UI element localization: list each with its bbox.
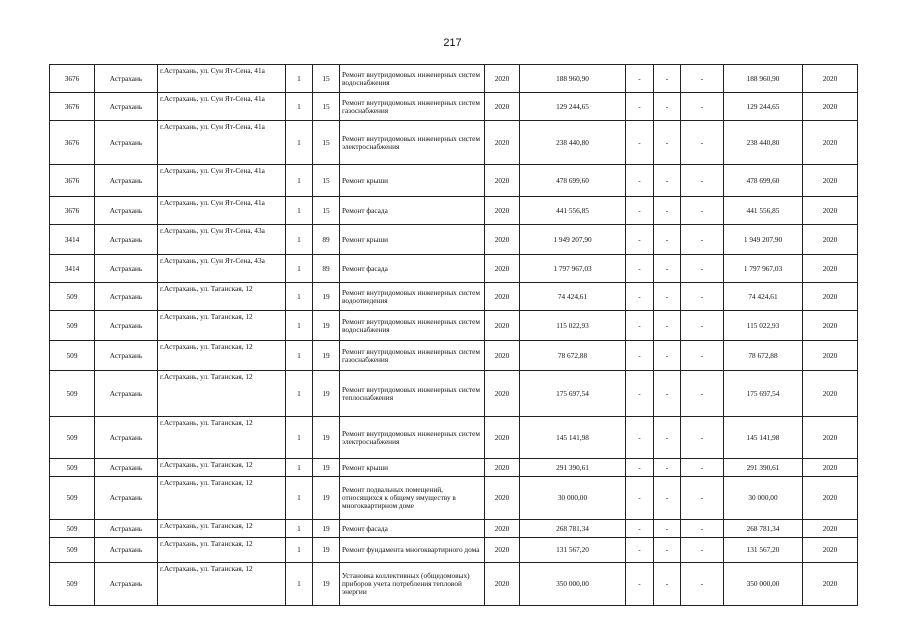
cell-c1: 1 — [286, 417, 313, 459]
cell-id: 509 — [50, 520, 95, 538]
cell-amount: 350 000,00 — [724, 563, 803, 606]
cell-year: 2020 — [485, 371, 520, 417]
cell-amount: 74 424,61 — [724, 283, 803, 311]
cell-year2: 2020 — [803, 459, 858, 477]
cell-c2: 19 — [313, 459, 340, 477]
cell-d3: - — [681, 283, 724, 311]
cell-c1: 1 — [286, 520, 313, 538]
cell-city: Астрахань — [95, 538, 158, 563]
cell-d3: - — [681, 311, 724, 341]
cell-city: Астрахань — [95, 311, 158, 341]
cell-c2: 15 — [313, 197, 340, 225]
cell-year: 2020 — [485, 538, 520, 563]
cell-year: 2020 — [485, 255, 520, 283]
cell-d3: - — [681, 563, 724, 606]
cell-total: 30 000,00 — [520, 477, 626, 520]
cell-d1: - — [626, 341, 654, 371]
cell-d3: - — [681, 417, 724, 459]
cell-year2: 2020 — [803, 283, 858, 311]
cell-work: Установка коллективных (общедомовых) приборов учета потребления тепловой энергии — [340, 563, 485, 606]
cell-d2: - — [654, 255, 681, 283]
cell-total: 238 440,80 — [520, 121, 626, 165]
cell-d2: - — [654, 121, 681, 165]
cell-id: 509 — [50, 311, 95, 341]
cell-c1: 1 — [286, 477, 313, 520]
table-row — [50, 121, 858, 165]
cell-address: г.Астрахань, ул. Таганская, 12 — [158, 311, 286, 341]
cell-amount: 441 556,85 — [724, 197, 803, 225]
cell-city: Астрахань — [95, 165, 158, 197]
cell-c2: 19 — [313, 477, 340, 520]
cell-work: Ремонт фундамента многоквартирного дома — [340, 538, 485, 563]
cell-total: 268 781,34 — [520, 520, 626, 538]
cell-amount: 188 960,90 — [724, 65, 803, 93]
cell-d3: - — [681, 121, 724, 165]
cell-address: г.Астрахань, ул. Таганская, 12 — [158, 341, 286, 371]
cell-d2: - — [654, 563, 681, 606]
cell-d2: - — [654, 283, 681, 311]
cell-city: Астрахань — [95, 341, 158, 371]
cell-year2: 2020 — [803, 417, 858, 459]
cell-city: Астрахань — [95, 459, 158, 477]
cell-work: Ремонт внутридомовых инженерных систем электроснабжения — [340, 121, 485, 165]
cell-amount: 1 949 207,90 — [724, 225, 803, 255]
cell-id: 3676 — [50, 197, 95, 225]
table-row — [50, 563, 858, 606]
cell-d2: - — [654, 459, 681, 477]
cell-city: Астрахань — [95, 255, 158, 283]
cell-address: г.Астрахань, ул. Таганская, 12 — [158, 371, 286, 417]
cell-c1: 1 — [286, 225, 313, 255]
cell-total: 78 672,88 — [520, 341, 626, 371]
table-row — [50, 283, 858, 311]
cell-c2: 19 — [313, 538, 340, 563]
table-row — [50, 93, 858, 121]
cell-address: г.Астрахань, ул. Сун Ят-Сена, 41а — [158, 121, 286, 165]
cell-d1: - — [626, 477, 654, 520]
cell-c2: 19 — [313, 417, 340, 459]
cell-city: Астрахань — [95, 121, 158, 165]
cell-d1: - — [626, 538, 654, 563]
cell-address: г.Астрахань, ул. Сун Ят-Сена, 41а — [158, 165, 286, 197]
cell-year: 2020 — [485, 459, 520, 477]
cell-work: Ремонт внутридомовых инженерных систем водоснабжения — [340, 311, 485, 341]
cell-id: 3676 — [50, 65, 95, 93]
cell-work: Ремонт фасада — [340, 197, 485, 225]
cell-year: 2020 — [485, 520, 520, 538]
cell-year: 2020 — [485, 225, 520, 255]
cell-d2: - — [654, 371, 681, 417]
table-row — [50, 165, 858, 197]
table-row — [50, 459, 858, 477]
cell-amount: 131 567,20 — [724, 538, 803, 563]
table-row — [50, 538, 858, 563]
cell-id: 509 — [50, 477, 95, 520]
cell-c1: 1 — [286, 371, 313, 417]
cell-year2: 2020 — [803, 121, 858, 165]
table-row — [50, 520, 858, 538]
cell-work: Ремонт внутридомовых инженерных систем газоснабжения — [340, 341, 485, 371]
table-row — [50, 65, 858, 93]
cell-total: 131 567,20 — [520, 538, 626, 563]
cell-total: 291 390,61 — [520, 459, 626, 477]
cell-d1: - — [626, 283, 654, 311]
cell-address: г.Астрахань, ул. Сун Ят-Сена, 41а — [158, 93, 286, 121]
cell-c1: 1 — [286, 341, 313, 371]
cell-d1: - — [626, 311, 654, 341]
cell-d1: - — [626, 65, 654, 93]
cell-d3: - — [681, 197, 724, 225]
cell-address: г.Астрахань, ул. Таганская, 12 — [158, 283, 286, 311]
cell-c2: 15 — [313, 121, 340, 165]
cell-year2: 2020 — [803, 563, 858, 606]
cell-year2: 2020 — [803, 65, 858, 93]
cell-city: Астрахань — [95, 520, 158, 538]
cell-year2: 2020 — [803, 477, 858, 520]
table-body — [50, 65, 858, 606]
cell-work: Ремонт внутридомовых инженерных систем водоотведения — [340, 283, 485, 311]
cell-c2: 89 — [313, 255, 340, 283]
cell-year2: 2020 — [803, 197, 858, 225]
table-row — [50, 311, 858, 341]
cell-d2: - — [654, 93, 681, 121]
cell-d2: - — [654, 341, 681, 371]
cell-city: Астрахань — [95, 477, 158, 520]
cell-year: 2020 — [485, 283, 520, 311]
cell-d2: - — [654, 197, 681, 225]
cell-total: 1 949 207,90 — [520, 225, 626, 255]
cell-id: 3676 — [50, 121, 95, 165]
cell-d1: - — [626, 371, 654, 417]
cell-id: 3414 — [50, 255, 95, 283]
cell-work: Ремонт внутридомовых инженерных систем газоснабжения — [340, 93, 485, 121]
cell-total: 478 699,60 — [520, 165, 626, 197]
cell-amount: 129 244,65 — [724, 93, 803, 121]
cell-work: Ремонт внутридомовых инженерных систем водоснабжения — [340, 65, 485, 93]
cell-work: Ремонт крыши — [340, 165, 485, 197]
cell-c2: 19 — [313, 371, 340, 417]
cell-c1: 1 — [286, 121, 313, 165]
cell-year: 2020 — [485, 121, 520, 165]
cell-id: 509 — [50, 341, 95, 371]
table-row — [50, 371, 858, 417]
cell-total: 129 244,65 — [520, 93, 626, 121]
cell-d3: - — [681, 165, 724, 197]
cell-year2: 2020 — [803, 225, 858, 255]
repair-schedule-table — [49, 64, 858, 606]
cell-work: Ремонт крыши — [340, 459, 485, 477]
cell-d3: - — [681, 520, 724, 538]
table-row — [50, 341, 858, 371]
cell-d1: - — [626, 520, 654, 538]
cell-d3: - — [681, 93, 724, 121]
cell-c1: 1 — [286, 93, 313, 121]
cell-address: г.Астрахань, ул. Сун Ят-Сена, 43а — [158, 225, 286, 255]
cell-id: 509 — [50, 417, 95, 459]
cell-c2: 89 — [313, 225, 340, 255]
cell-amount: 291 390,61 — [724, 459, 803, 477]
cell-d2: - — [654, 477, 681, 520]
cell-id: 3676 — [50, 93, 95, 121]
cell-city: Астрахань — [95, 417, 158, 459]
cell-d1: - — [626, 197, 654, 225]
cell-total: 145 141,98 — [520, 417, 626, 459]
cell-total: 441 556,85 — [520, 197, 626, 225]
cell-amount: 145 141,98 — [724, 417, 803, 459]
cell-city: Астрахань — [95, 93, 158, 121]
table-row — [50, 417, 858, 459]
cell-amount: 238 440,80 — [724, 121, 803, 165]
cell-work: Ремонт внутридомовых инженерных систем электроснабжения — [340, 417, 485, 459]
cell-year: 2020 — [485, 165, 520, 197]
cell-amount: 30 000,00 — [724, 477, 803, 520]
cell-d2: - — [654, 165, 681, 197]
cell-total: 188 960,90 — [520, 65, 626, 93]
cell-year: 2020 — [485, 93, 520, 121]
cell-year2: 2020 — [803, 520, 858, 538]
cell-c1: 1 — [286, 311, 313, 341]
cell-total: 1 797 967,03 — [520, 255, 626, 283]
cell-year: 2020 — [485, 563, 520, 606]
cell-address: г.Астрахань, ул. Таганская, 12 — [158, 538, 286, 563]
cell-d3: - — [681, 65, 724, 93]
cell-city: Астрахань — [95, 65, 158, 93]
cell-work: Ремонт подвальных помещений, относящихся к общему имуществу в многоквартирном доме — [340, 477, 485, 520]
cell-address: г.Астрахань, ул. Таганская, 12 — [158, 459, 286, 477]
cell-address: г.Астрахань, ул. Таганская, 12 — [158, 520, 286, 538]
cell-c1: 1 — [286, 538, 313, 563]
cell-c2: 15 — [313, 93, 340, 121]
cell-c1: 1 — [286, 283, 313, 311]
cell-id: 509 — [50, 563, 95, 606]
cell-amount: 175 697,54 — [724, 371, 803, 417]
cell-year2: 2020 — [803, 165, 858, 197]
cell-work: Ремонт крыши — [340, 225, 485, 255]
cell-d3: - — [681, 371, 724, 417]
cell-c2: 19 — [313, 563, 340, 606]
cell-d3: - — [681, 255, 724, 283]
cell-city: Астрахань — [95, 225, 158, 255]
cell-d1: - — [626, 563, 654, 606]
cell-year: 2020 — [485, 477, 520, 520]
cell-address: г.Астрахань, ул. Таганская, 12 — [158, 417, 286, 459]
cell-year: 2020 — [485, 197, 520, 225]
cell-work: Ремонт фасада — [340, 255, 485, 283]
cell-city: Астрахань — [95, 197, 158, 225]
cell-work: Ремонт внутридомовых инженерных систем теплоснабжения — [340, 371, 485, 417]
cell-total: 175 697,54 — [520, 371, 626, 417]
cell-year2: 2020 — [803, 93, 858, 121]
cell-year2: 2020 — [803, 255, 858, 283]
cell-d2: - — [654, 417, 681, 459]
cell-year2: 2020 — [803, 341, 858, 371]
cell-id: 509 — [50, 371, 95, 417]
page-number: 217 — [443, 37, 462, 49]
cell-c1: 1 — [286, 65, 313, 93]
cell-address: г.Астрахань, ул. Сун Ят-Сена, 43а — [158, 255, 286, 283]
cell-total: 74 424,61 — [520, 283, 626, 311]
cell-d2: - — [654, 311, 681, 341]
cell-d3: - — [681, 341, 724, 371]
table-row — [50, 477, 858, 520]
cell-d2: - — [654, 225, 681, 255]
cell-year2: 2020 — [803, 371, 858, 417]
cell-total: 115 022,93 — [520, 311, 626, 341]
cell-address: г.Астрахань, ул. Сун Ят-Сена, 41а — [158, 197, 286, 225]
cell-d1: - — [626, 255, 654, 283]
cell-d3: - — [681, 225, 724, 255]
cell-year: 2020 — [485, 65, 520, 93]
cell-c2: 19 — [313, 311, 340, 341]
cell-city: Астрахань — [95, 371, 158, 417]
cell-amount: 1 797 967,03 — [724, 255, 803, 283]
cell-year2: 2020 — [803, 538, 858, 563]
table-row — [50, 255, 858, 283]
cell-c1: 1 — [286, 165, 313, 197]
cell-d3: - — [681, 538, 724, 563]
cell-c2: 19 — [313, 283, 340, 311]
cell-address: г.Астрахань, ул. Таганская, 12 — [158, 563, 286, 606]
cell-d2: - — [654, 520, 681, 538]
cell-id: 509 — [50, 459, 95, 477]
cell-d2: - — [654, 538, 681, 563]
cell-year: 2020 — [485, 341, 520, 371]
cell-d1: - — [626, 93, 654, 121]
cell-d1: - — [626, 121, 654, 165]
cell-amount: 478 699,60 — [724, 165, 803, 197]
cell-c1: 1 — [286, 197, 313, 225]
cell-address: г.Астрахань, ул. Сун Ят-Сена, 41а — [158, 65, 286, 93]
cell-c1: 1 — [286, 255, 313, 283]
cell-c2: 19 — [313, 341, 340, 371]
cell-total: 350 000,00 — [520, 563, 626, 606]
cell-amount: 78 672,88 — [724, 341, 803, 371]
cell-id: 509 — [50, 283, 95, 311]
cell-id: 509 — [50, 538, 95, 563]
cell-c2: 19 — [313, 520, 340, 538]
cell-d1: - — [626, 459, 654, 477]
cell-city: Астрахань — [95, 563, 158, 606]
cell-d1: - — [626, 225, 654, 255]
table-row — [50, 197, 858, 225]
cell-c1: 1 — [286, 563, 313, 606]
table-row — [50, 225, 858, 255]
cell-year2: 2020 — [803, 311, 858, 341]
cell-d3: - — [681, 459, 724, 477]
cell-d1: - — [626, 417, 654, 459]
cell-amount: 268 781,34 — [724, 520, 803, 538]
cell-work: Ремонт фасада — [340, 520, 485, 538]
cell-city: Астрахань — [95, 283, 158, 311]
cell-d2: - — [654, 65, 681, 93]
cell-address: г.Астрахань, ул. Таганская, 12 — [158, 477, 286, 520]
cell-id: 3414 — [50, 225, 95, 255]
cell-year: 2020 — [485, 311, 520, 341]
cell-d1: - — [626, 165, 654, 197]
cell-year: 2020 — [485, 417, 520, 459]
cell-amount: 115 022,93 — [724, 311, 803, 341]
cell-c2: 15 — [313, 65, 340, 93]
cell-id: 3676 — [50, 165, 95, 197]
cell-d3: - — [681, 477, 724, 520]
cell-c2: 15 — [313, 165, 340, 197]
cell-c1: 1 — [286, 459, 313, 477]
